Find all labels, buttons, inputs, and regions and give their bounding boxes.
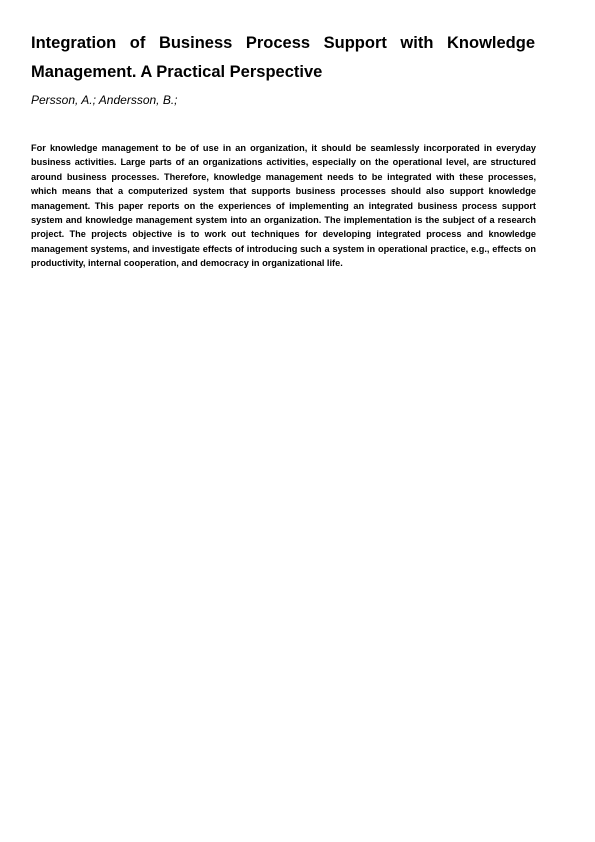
paper-abstract: For knowledge management to be of use in an organization, it should be seamlessly incorporated in everyday business activities. Large parts of an organizations activities, especially on the operational level, are structured around business processes. Therefore, knowledge management needs to be integrated with these processes, which means that a computerized system that supports business processes should also support knowledge management. This paper reports on the experiences of implementing an integrated business process support system and knowledge management system into an organization. The implementation is the subject of a research project. The projects objective is to work out techniques for developing integrated process and knowledge management systems, and investigate effects of introducing such a system in operational practice, e.g., effects on productivity, internal cooperation, and democracy in organizational life. [31,143,536,269]
paper-title: Integration of Business Process Support with Knowledge Management. A Practical Perspective [31,34,535,81]
paper-authors: Persson, A.; Andersson, B.; [31,93,178,107]
